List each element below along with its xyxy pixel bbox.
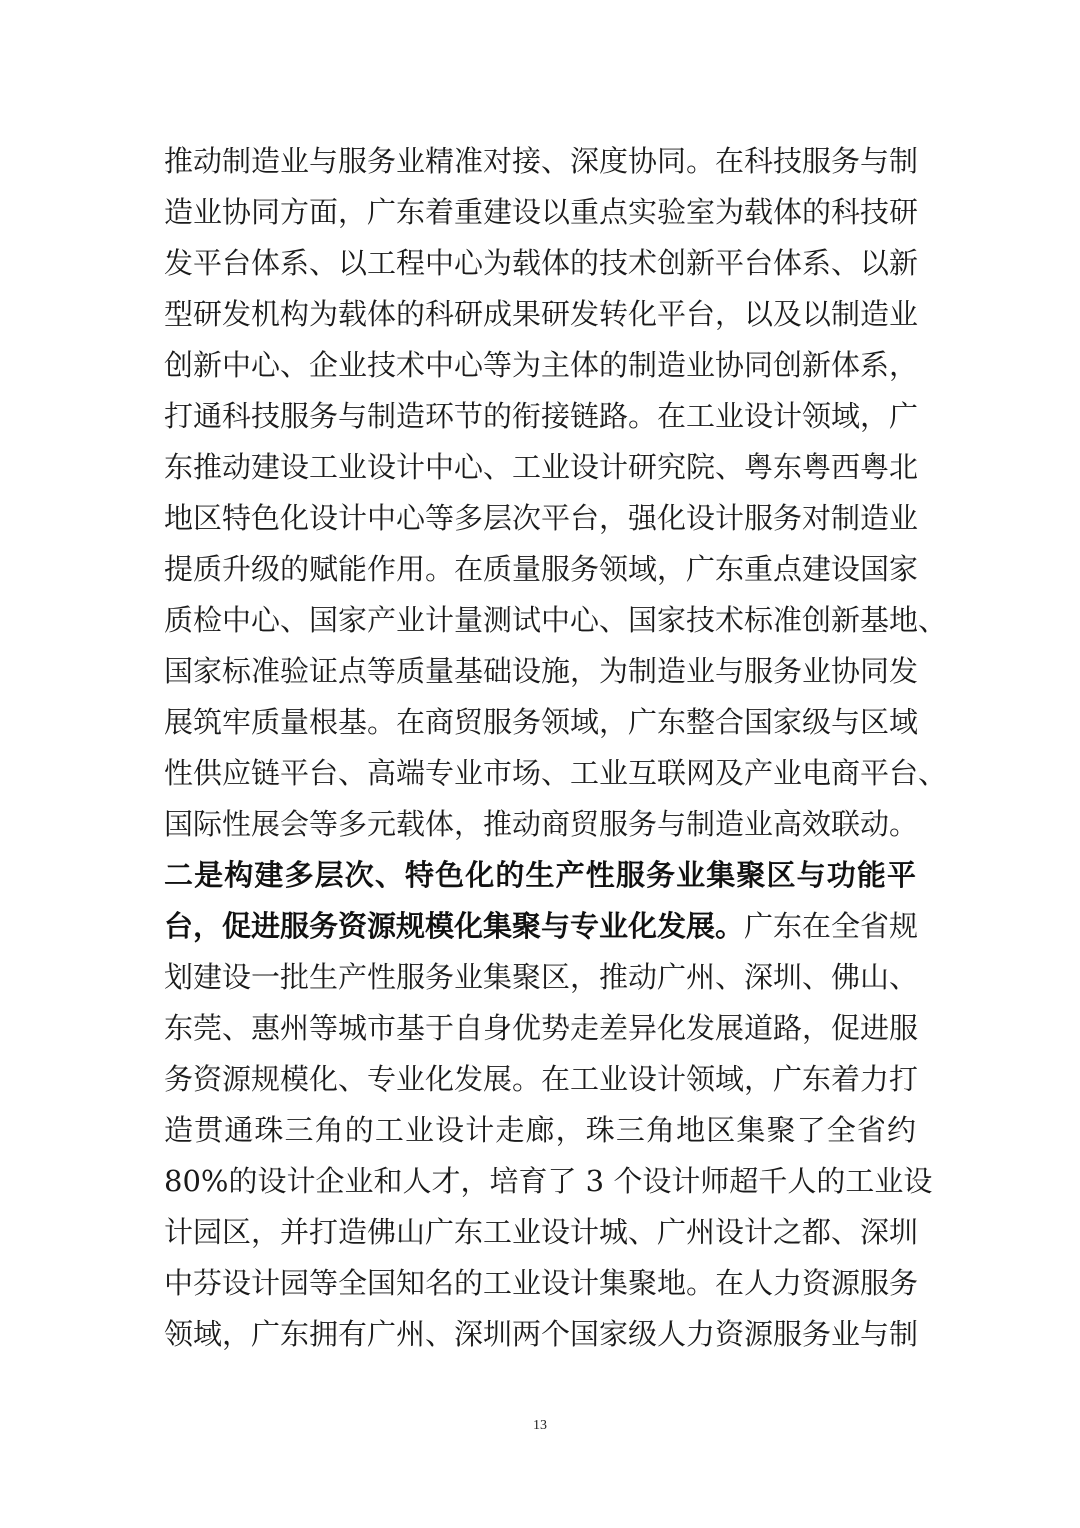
text-line: 务资源规模化、专业化发展。在工业设计领域，广东着力打 bbox=[164, 1062, 919, 1096]
text-line: 打通科技服务与制造环节的衔接链路。在工业设计领域，广 bbox=[164, 399, 919, 433]
page-number: 13 bbox=[533, 1418, 547, 1433]
text-line: 提质升级的赋能作用。在质量服务领域，广东重点建设国家 bbox=[164, 552, 919, 586]
bold-heading-end: 台，促进服务资源规模化集聚与专业化发展。 bbox=[164, 909, 745, 943]
bold-heading-line: 二是构建多层次、特色化的生产性服务业集聚区与功能平 bbox=[164, 858, 916, 892]
text-line: 划建设一批生产性服务业集聚区，推动广州、深圳、佛山、 bbox=[164, 960, 919, 994]
text-line: 80%的设计企业和人才，培育了 3 个设计师超千人的工业设 bbox=[164, 1164, 933, 1198]
text-line: 东推动建设工业设计中心、工业设计研究院、粤东粤西粤北 bbox=[164, 450, 919, 484]
body-text bbox=[164, 136, 948, 1360]
mixed-line bbox=[164, 901, 919, 952]
text-line: 创新中心、企业技术中心等为主体的制造业协同创新体系， bbox=[164, 348, 919, 382]
text-segment: 广东在全省规 bbox=[744, 909, 919, 943]
text-line: 东莞、惠州等城市基于自身优势走差异化发展道路，促进服 bbox=[164, 1011, 919, 1045]
text-line: 推动制造业与服务业精准对接、深度协同。在科技服务与制 bbox=[164, 144, 919, 178]
text-line: 型研发机构为载体的科研成果研发转化平台，以及以制造业 bbox=[164, 297, 919, 331]
text-line: 展筑牢质量根基。在商贸服务领域，广东整合国家级与区域 bbox=[164, 705, 919, 739]
text-line: 国家标准验证点等质量基础设施，为制造业与服务业协同发 bbox=[164, 654, 919, 688]
text-line: 性供应链平台、高端专业市场、工业互联网及产业电商平台、 bbox=[164, 756, 948, 790]
text-line: 质检中心、国家产业计量测试中心、国家技术标准创新基地、 bbox=[164, 603, 948, 637]
text-line: 中芬设计园等全国知名的工业设计集聚地。在人力资源服务 bbox=[164, 1266, 919, 1300]
text-line: 地区特色化设计中心等多层次平台，强化设计服务对制造业 bbox=[164, 501, 919, 535]
text-line: 国际性展会等多元载体，推动商贸服务与制造业高效联动。 bbox=[164, 807, 919, 841]
text-line: 造业协同方面，广东着重建设以重点实验室为载体的科技研 bbox=[164, 195, 919, 229]
text-line: 发平台体系、以工程中心为载体的技术创新平台体系、以新 bbox=[164, 246, 919, 280]
text-line: 计园区，并打造佛山广东工业设计城、广州设计之都、深圳 bbox=[164, 1215, 919, 1249]
text-line: 领域，广东拥有广州、深圳两个国家级人力资源服务业与制 bbox=[164, 1317, 919, 1351]
text-line: 造贯通珠三角的工业设计走廊，珠三角地区集聚了全省约 bbox=[164, 1113, 916, 1147]
